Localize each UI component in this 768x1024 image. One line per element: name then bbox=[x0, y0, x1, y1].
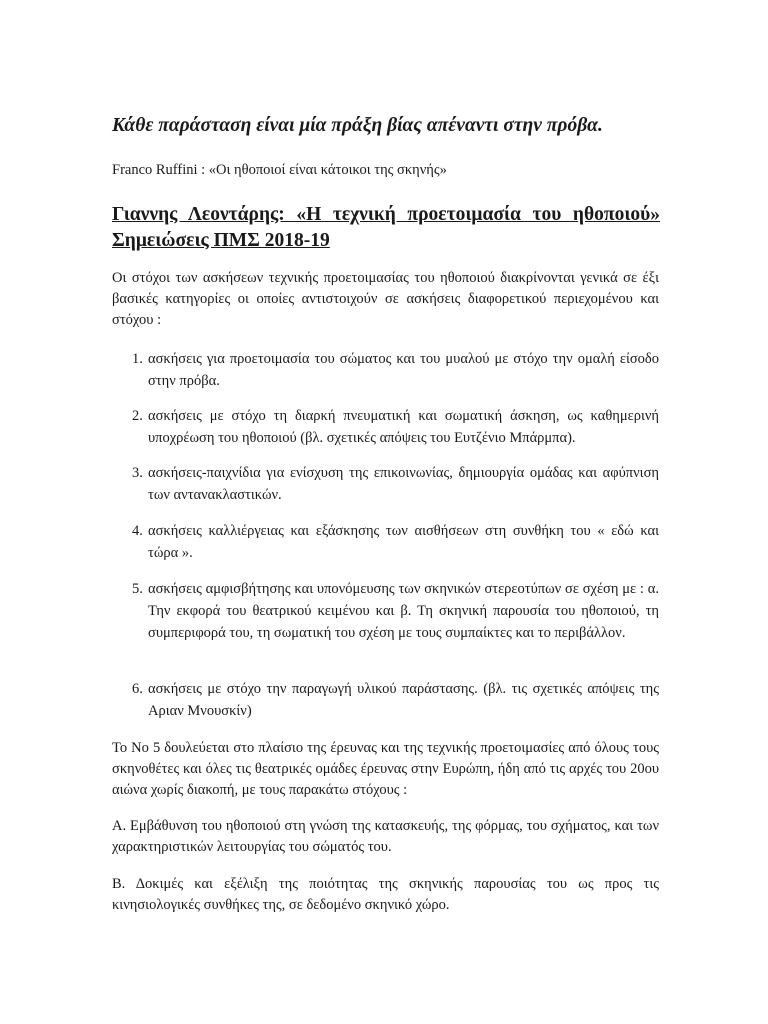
document-title: Κάθε παράσταση είναι μία πράξη βίας απέναντι στην πρόβα. bbox=[112, 115, 603, 136]
body-paragraph: Το Νο 5 δουλεύεται στο πλαίσιο της έρευνας και της τεχνικής προετοιμασίες από όλους τους σκηνοθέτες και όλες τις θεατρικές ομάδες έρευνας στην Ευρώπη, ήδη από τις αρχές του 20ου αιώνα χωρίς διακοπή, με τους παρακάτω στόχους : bbox=[112, 740, 659, 798]
section-heading bbox=[112, 202, 660, 254]
list-item-text: ασκήσεις με στόχο την παραγωγή υλικού παράστασης. (βλ. τις σχετικές απόψεις της Αριαν Μνουσκίν) bbox=[148, 681, 659, 719]
heading-line-2: Σημειώσεις ΠΜΣ 2018-19 bbox=[112, 230, 330, 251]
list-item-text: ασκήσεις καλλιέργειας και εξάσκησης των αισθήσεων στη συνθήκη του « εδώ και τώρα ». bbox=[148, 523, 659, 561]
quote-line: Franco Ruffini : «Οι ηθοποιοί είναι κάτοικοι της σκηνής» bbox=[112, 162, 447, 178]
list-item-text: ασκήσεις με στόχο τη διαρκή πνευματική και σωματική άσκηση, ως καθημερινή υποχρέωση του ηθοποιού (βλ. σχετικές απόψεις του Ευτζένιο Μπάρμπα). bbox=[148, 408, 659, 446]
list-item-text: ασκήσεις-παιχνίδια για ενίσχυση της επικοινωνίας, δημιουργία ομάδας και αφύπνιση των αντανακλαστικών. bbox=[148, 465, 659, 503]
body-paragraph: Α. Εμβάθυνση του ηθοποιού στη γνώση της κατασκευής, της φόρμας, του σχήματος, και των χαρακτηριστικών λειτουργίας του σώματός του. bbox=[112, 818, 659, 855]
list-item-number: 2. bbox=[132, 408, 143, 424]
list-item-number: 3. bbox=[132, 465, 143, 481]
list-item-number: 6. bbox=[132, 681, 143, 697]
body-paragraph: Β. Δοκιμές και εξέλιξη της ποιότητας της σκηνικής παρουσίας του ως προς τις κινησιολογικές συνθήκες της, σε δεδομένο σκηνικό χώρο. bbox=[112, 876, 659, 913]
heading-line-1: Γιαννης Λεοντάρης: «Η τεχνική προετοιμασία του ηθοποιού» bbox=[112, 204, 660, 225]
list-item-text: ασκήσεις αμφισβήτησης και υπονόμευσης των σκηνικών στερεοτύπων σε σχέση με : α. Την εκφορά του θεατρικού κειμένου και β. Τη σκηνική παρουσία του ηθοποιού, τη συμπεριφορά του, τη σωματική του σχέση με τους συμπαίκτες και το περιβάλλον. bbox=[148, 581, 659, 641]
list-item-number: 1. bbox=[132, 351, 143, 367]
list-item-number: 4. bbox=[132, 523, 143, 539]
list-item-text: ασκήσεις για προετοιμασία του σώματος και του μυαλού με στόχο την ομαλή είσοδο στην πρόβα. bbox=[148, 351, 659, 389]
list-item-number: 5. bbox=[132, 581, 143, 597]
intro-paragraph: Οι στόχοι των ασκήσεων τεχνικής προετοιμασίας του ηθοποιού διακρίνονται γενικά σε έξι βασικές κατηγορίες οι οποίες αντιστοιχούν σε ασκήσεις διαφορετικού περιεχομένου και στόχου : bbox=[112, 270, 659, 328]
